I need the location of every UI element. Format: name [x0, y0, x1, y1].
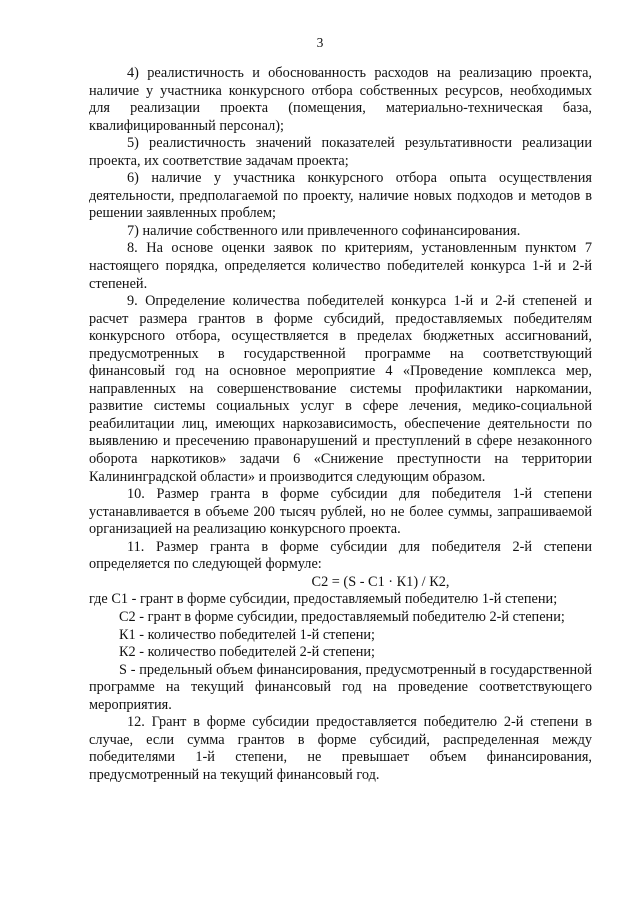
definition-k1: К1 - количество победителей 1-й степени; [119, 626, 376, 643]
grant-formula: С2 = (S - С1 · К1) / К2, [311, 573, 450, 590]
criterion-7-paragraph: 7) наличие собственного или привлеченного софинансирования. [127, 222, 521, 239]
definition-c2: С2 - грант в форме субсидии, предоставляемый победителю 2-й степени; [119, 608, 565, 625]
clause-11-paragraph: 11. Размер гранта в форме субсидии для победителя 2-й степени определяется по следующей формуле: [89, 538, 592, 573]
clause-10-paragraph: 10. Размер гранта в форме субсидии для победителя 1-й степени устанавливается в объеме 200 тысяч рублей, но не более суммы, запрашиваемой организацией на реализацию конкурсного проекта. [89, 486, 592, 538]
page-number: 3 [316, 35, 324, 50]
criterion-4-paragraph: 4) реалистичность и обоснованность расходов на реализацию проекта, наличие у участника конкурсного отбора собственных ресурсов, необходимых для реализации проекта (помещения, материально-техническая база, квалифицированный персонал); [89, 65, 592, 134]
definition-k2: К2 - количество победителей 2-й степени; [119, 644, 376, 661]
definition-s: S - предельный объем финансирования, предусмотренный в государственной программе на текущий финансовый год на проведение соответствующего мероприятия. [89, 661, 592, 713]
clause-8-paragraph: 8. На основе оценки заявок по критериям, установленным пунктом 7 настоящего порядка, определяется количество победителей конкурса 1-й и 2-й степеней. [89, 240, 592, 292]
clause-9-paragraph: 9. Определение количества победителей конкурса 1-й и 2-й степеней и расчет размера грантов в форме субсидий, предоставляемых победителям конкурсного отбора, осуществляется в пределах бюджетных ассигнований, предусмотренных в государственной программе на соответствующий финансовый год на основное мероприятие 4 «Проведение комплекса мер, направленных на совершенствование системы профилактики наркомании, развитие системы социальных услуг в сфере лечения, медико-социальной реабилитации лиц, имеющих наркозависимость, обеспечение деятельности по выявлению и пресечению правонарушений и преступлений в сфере незаконного оборота наркотиков» задачи 6 «Снижение преступности на территории Калининградской области» и производится следующим образом. [89, 293, 592, 485]
criterion-5-paragraph: 5) реалистичность значений показателей результативности реализации проекта, их соответствие задачам проекта; [89, 135, 592, 169]
document-body [89, 65, 592, 784]
definition-c1: где С1 - грант в форме субсидии, предоставляемый победителю 1-й степени; [89, 591, 558, 608]
criterion-6-paragraph: 6) наличие у участника конкурсного отбора опыта осуществления деятельности, предполагаемой по проекту, наличие новых подходов и методов в решении заявленных проблем; [89, 170, 592, 222]
clause-12-paragraph: 12. Грант в форме субсидии предоставляется победителю 2-й степени в случае, если сумма грантов в форме субсидий, распределенная между победителями 1-й степени, не превышает объем финансирования, предусмотренный на текущий финансовый год. [89, 714, 592, 783]
